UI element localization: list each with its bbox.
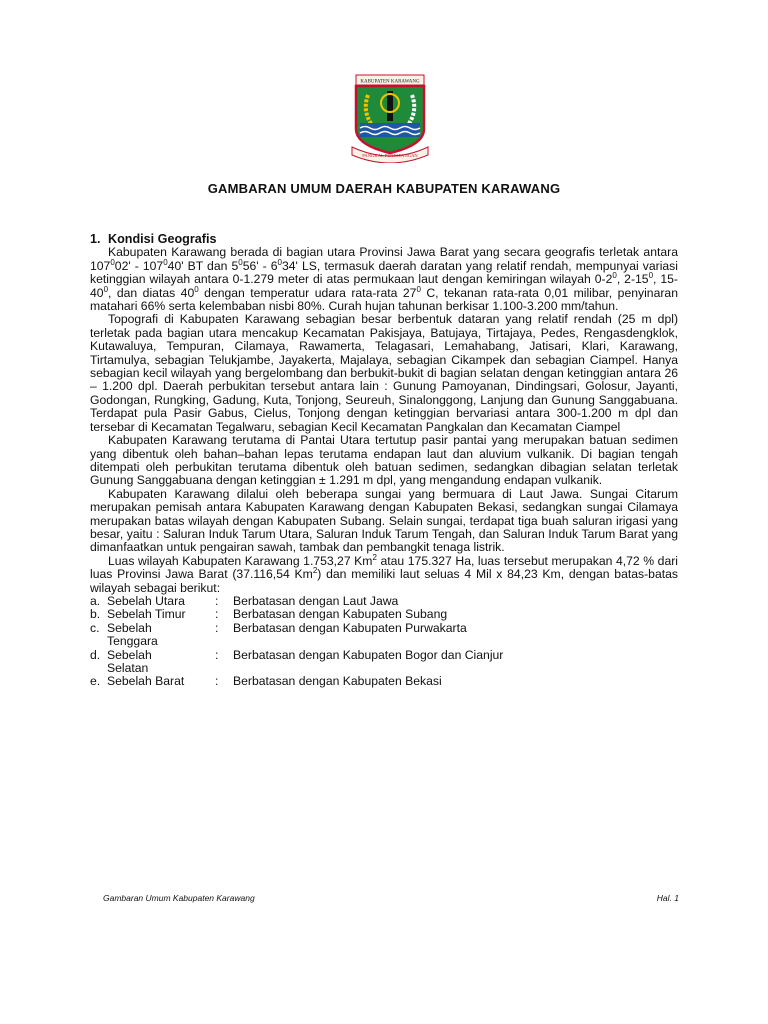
list-item: e. Sebelah Barat : Berbatasan dengan Kabupaten Bekasi — [90, 674, 442, 689]
list-item: b. Sebelah Timur : Berbatasan dengan Kabupaten Subang — [90, 607, 448, 622]
coat-of-arms-icon — [348, 73, 432, 163]
paragraph-geography: Kabupaten Karawang berada di bagian utara Provinsi Jawa Barat yang secara geografis terletak antara $107^002' - 107^040'$ BT dan $5^056' - 6^034'$ LS, termasuk daerah daratan yang relatif rendah, mempunyai variasi ketinggian wilayah antara 0-1.279 meter di atas permukaan laut dengan kemiringan wilayah $0-2^0$, $2-15^0$, $15-40^0$, dan diatas $40^0$ dengan temperatur udara rata-rata $27^0$ C, tekanan rata-rata 0,01 milibar, penyinaran matahari 66% serta kelembaban nisbi 80%. Curah hujan tahunan berkisar 1.100-3.200 mm/tahun. — [90, 245, 678, 314]
section-heading — [90, 233, 678, 246]
list-item: a. Sebelah Utara : Berbatasan dengan Laut Jawa — [90, 593, 399, 608]
paragraph-geology: Kabupaten Karawang terutama di Pantai Utara tertutup pasir pantai yang merupakan batuan sedimen yang dibentuk oleh bahan–bahan lepas terutama endapan laut dan aluvium vulkanik. Di bagian tengah ditempati oleh perbukitan terutama dibentuk oleh batuan sedimen, sedangkan dibagian selatan terletak Gunung Sanggabuana dengan ketinggian ± 1.291 m dpl, yang mengandung endapan vulkanik. — [90, 433, 678, 488]
footer-title: Gambaran Umum Kabupaten Karawang — [103, 893, 255, 903]
logo-top-text: KABUPATEN KARAWANG — [360, 79, 420, 85]
section-title: Kondisi Geografis — [108, 232, 217, 246]
page-number: Hal. 1 — [656, 893, 679, 903]
document-body — [90, 233, 678, 689]
kabupaten-logo — [348, 73, 432, 163]
logo-ribbon-text: PANGKAL PERJOEANGAN — [362, 153, 418, 158]
border-list — [90, 595, 678, 689]
paragraph-area: Luas wilayah Kabupaten Karawang 1.753,27 Km$^2$ atau 175.327 Ha, luas tersebut merupakan 4,72 % dari luas Provinsi Jawa Barat (37.116,54 Km$^2$) dan memiliki laut seluas 4 Mil x 84,23 Km, dengan batas-batas wilayah sebagai berikut: — [90, 552, 678, 595]
section-number: 1. — [90, 232, 101, 246]
list-item: d. Sebelah Selatan : Berbatasan dengan Kabupaten Bogor dan Cianjur — [90, 647, 504, 675]
page-footer — [103, 893, 679, 903]
list-item: c. Sebelah Tenggara : Berbatasan dengan Kabupaten Purwakarta — [90, 620, 467, 649]
paragraph-topography: Topografi di Kabupaten Karawang sebagian besar berbentuk dataran yang relatif rendah (25 m dpl) terletak pada bagian utara mencakup Kecamatan Pakisjaya, Batujaya, Tirtajaya, Pedes, Rengasdengklok, Kutawaluya, Tempuran, Cilamaya, Rawamerta, Telagasari, Lemahabang, Jatisari, Klari, Karawang, Tirtamulya, sebagian Telukjambe, Jayakerta, Majalaya, sebagian Cikampek dan sebagian Ciampel. Hanya sebagian kecil wilayah yang bergelombang dan berbukit-bukit di bagian selatan dengan ketinggian antara 26 – 1.200 dpl. Daerah perbukitan tersebut antara lain : Gunung Pamoyanan, Dindingsari, Golosur, Jayanti, Godongan, Rungking, Gadung, Kuta, Tonjong, Seureuh, Sinalonggong, Lanjung dan Gunung Sanggabuana. Terdapat pula Pasir Gabus, Cielus, Tonjong dengan ketinggian bervariasi antara 300-1.200 m dpl dan tersebar di Kecamatan Tegalwaru, sebagian Kecil Kecamatan Pangkalan dan Kecamatan Ciampel — [90, 312, 678, 434]
page-title: GAMBARAN UMUM DAERAH KABUPATEN KARAWANG — [207, 181, 561, 196]
paragraph-rivers: Kabupaten Karawang dilalui oleh beberapa sungai yang bermuara di Laut Jawa. Sungai Citarum merupakan pemisah antara Kabupaten Karawang dengan Kabupaten Bekasi, sedangkan sungai Cilamaya merupakan batas wilayah dengan Kabupaten Subang. Selain sungai, terdapat tiga buah saluran irigasi yang besar, yaitu : Saluran Induk Tarum Utara, Saluran Induk Tarum Tengah, dan Saluran Induk Tarum Barat yang dimanfaatkan untuk pengairan sawah, tambak dan pembangkit tenaga listrik. — [90, 486, 678, 555]
